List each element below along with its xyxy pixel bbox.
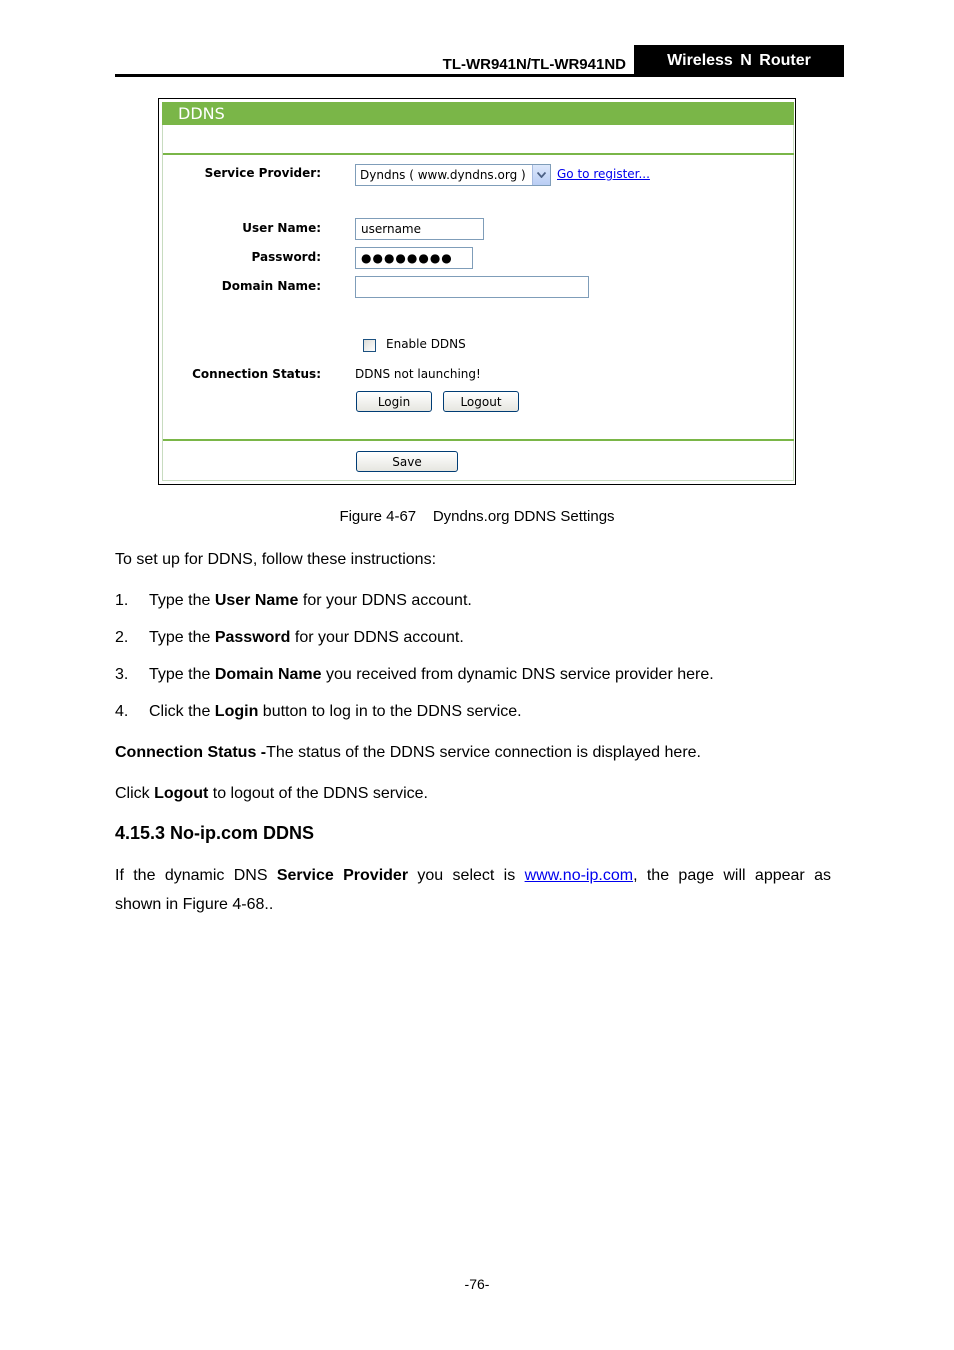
- connection-status-paragraph: [115, 738, 831, 767]
- status-text: The status of the DDNS service connection is displayed here.: [266, 744, 701, 761]
- step-number: 3.: [115, 666, 129, 683]
- save-button[interactable]: Save: [356, 451, 458, 472]
- chevron-down-icon[interactable]: [532, 165, 550, 185]
- password-input[interactable]: ●●●●●●●●: [355, 247, 473, 269]
- service-provider-selected: Dyndns ( www.dyndns.org ): [360, 168, 526, 182]
- noip-paragraph-line1: [115, 861, 831, 890]
- figure-caption: Figure 4-67 Dyndns.org DDNS Settings: [339, 508, 615, 525]
- page-number: -76-: [464, 1276, 490, 1292]
- step-text: Type the: [149, 629, 215, 646]
- panel-title: DDNS: [162, 102, 794, 125]
- step-text: Type the: [149, 592, 215, 609]
- logout-bold: Logout: [154, 785, 209, 802]
- step-number: 1.: [115, 592, 129, 609]
- noip-text: , the page will appear as: [633, 867, 831, 884]
- header-rule: [115, 74, 844, 77]
- step-number: 2.: [115, 629, 129, 646]
- register-link[interactable]: Go to register...: [557, 167, 650, 181]
- noip-paragraph-line2: shown in Figure 4-68..: [115, 896, 274, 913]
- service-provider-select[interactable]: [355, 164, 551, 186]
- step-bold: Login: [214, 703, 259, 720]
- username-input[interactable]: username: [355, 218, 484, 240]
- panel-divider-bottom: [163, 439, 794, 441]
- noip-text: If the dynamic DNS: [115, 867, 277, 884]
- status-bold: Connection Status -: [115, 744, 267, 761]
- section-heading: 4.15.3 No-ip.com DDNS: [115, 823, 315, 843]
- noip-text: you select is: [408, 867, 525, 884]
- step-text: button to log in to the DDNS service.: [258, 703, 522, 720]
- step-text: Type the: [149, 666, 215, 683]
- connection-status-value: DDNS not launching!: [355, 367, 481, 381]
- logout-button[interactable]: Logout: [443, 391, 519, 412]
- step-text: you received from dynamic DNS service provider here.: [321, 666, 714, 683]
- step-text: for your DDNS account.: [290, 629, 464, 646]
- noip-bold: Service Provider: [276, 867, 409, 884]
- step-bold: Password: [214, 629, 291, 646]
- service-provider-label: Service Provider:: [204, 166, 321, 180]
- username-label: User Name:: [242, 221, 321, 235]
- login-button[interactable]: Login: [356, 391, 432, 412]
- intro-paragraph: To set up for DDNS, follow these instructions:: [115, 551, 437, 568]
- enable-ddns-checkbox[interactable]: [363, 339, 376, 352]
- enable-ddns-label: Enable DDNS: [386, 337, 466, 351]
- document-model-header: TL-WR941N/TL-WR941ND: [442, 56, 626, 73]
- step-text: Click the: [149, 703, 215, 720]
- logout-paragraph: [115, 779, 831, 808]
- password-label: Password:: [251, 250, 321, 264]
- ddns-settings-screenshot: [158, 98, 796, 485]
- panel-divider-top: [163, 153, 794, 155]
- product-name-tab: Wireless N Router: [634, 45, 844, 77]
- domain-name-input[interactable]: [355, 276, 589, 298]
- step-bold: User Name: [214, 592, 299, 609]
- logout-text: Click: [115, 785, 155, 802]
- step-number: 4.: [115, 703, 129, 720]
- logout-text: to logout of the DDNS service.: [208, 785, 428, 802]
- step-text: for your DDNS account.: [298, 592, 472, 609]
- connection-status-label: Connection Status:: [192, 367, 321, 381]
- domain-name-label: Domain Name:: [221, 279, 321, 293]
- noip-link[interactable]: www.no-ip.com: [524, 867, 634, 884]
- step-bold: Domain Name: [214, 666, 322, 683]
